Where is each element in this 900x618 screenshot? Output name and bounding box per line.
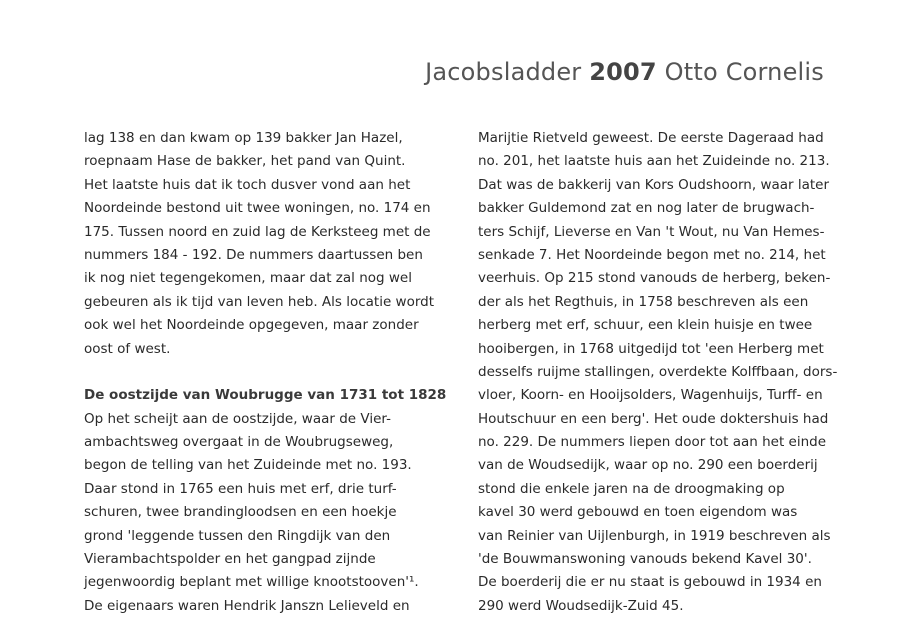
text-line: Marijtie Rietveld geweest. De eerste Dageraad had (478, 130, 824, 146)
header-author: Otto Cornelis (664, 58, 824, 86)
text-line: stond die enkele jaren na de droogmaking op (478, 480, 785, 497)
right-column (478, 127, 837, 618)
text-line: schuren, twee brandingloodsen en een hoekje (84, 504, 397, 521)
text-line: De boerderij die er nu staat is gebouwd in 1934 en (478, 574, 822, 591)
text-line: 175. Tussen noord en zuid lag de Kerksteeg met de (84, 223, 431, 240)
text-line: ters Schijf, Lieverse en Van 't Wout, nu Van Hemes- (478, 223, 825, 240)
text-line: kavel 30 werd gebouwd en toen eigendom was (478, 504, 798, 521)
text-line: hooibergen, in 1768 uitgedijd tot 'een Herberg met (478, 340, 824, 357)
text-line: bakker Guldemond zat en nog later de brugwach- (478, 200, 815, 217)
text-line: vloer, Koorn- en Hooijsolders, Wagenhuijs, Turff- en (478, 387, 823, 404)
text-line: van de Woudsedijk, waar op no. 290 een boerderij (478, 457, 818, 474)
text-line: begon de telling van het Zuideinde met no. 193. (84, 457, 412, 474)
text-line: Het laatste huis dat ik toch dusver vond aan het (84, 176, 411, 193)
text-line: lag 138 en dan kwam op 139 bakker Jan Hazel, (84, 130, 403, 146)
text-line: Daar stond in 1765 een huis met erf, drie turf- (84, 480, 397, 497)
section-heading: De oostzijde van Woubrugge van 1731 tot 1828 (84, 387, 447, 404)
text-line: oost of west. (84, 340, 171, 357)
text-line: senkade 7. Het Noordeinde begon met no. 214, het (478, 246, 826, 263)
text-line: der als het Regthuis, in 1758 beschreven als een (478, 293, 809, 310)
text-line: Noordeinde bestond uit twee woningen, no. 174 en (84, 200, 431, 217)
text-line: no. 229. De nummers liepen door tot aan het einde (478, 434, 827, 451)
text-line: ook wel het Noordeinde opgegeven, maar zonder (84, 317, 419, 334)
text-line: 'de Bouwmanswoning vanouds bekend Kavel 30'. (478, 551, 812, 568)
text-line: Vierambachtspolder en het gangpad zijnde (84, 551, 376, 568)
text-line: herberg met erf, schuur, een klein huisje en twee (478, 317, 813, 334)
text-line: jegenwoordig beplant met willige knootstooven'¹. (84, 574, 419, 591)
text-line: Dat was de bakkerij van Kors Oudshoorn, waar later (478, 176, 830, 193)
text-line: Houtschuur en een berg'. Het oude doktershuis had (478, 410, 829, 427)
text-line: ik nog niet tegengekomen, maar dat zal nog wel (84, 270, 412, 287)
text-line: 290 werd Woudsedijk-Zuid 45. (478, 597, 684, 614)
text-line: roepnaam Hase de bakker, het pand van Quint. (84, 153, 406, 170)
text-line: van Reinier van Uijlenburgh, in 1919 beschreven als (478, 527, 831, 544)
text-line: no. 201, het laatste huis aan het Zuideinde no. 213. (478, 153, 830, 170)
text-line: veerhuis. Op 215 stond vanouds de herberg, beken- (478, 270, 831, 287)
text-line: gebeuren als ik tijd van leven heb. Als locatie wordt (84, 293, 435, 310)
text-line: Op het scheijt aan de oostzijde, waar de Vier- (84, 410, 391, 427)
page-header (425, 58, 824, 86)
header-year: 2007 (589, 58, 657, 86)
left-column (84, 127, 446, 618)
text-line: nummers 184 - 192. De nummers daartussen ben (84, 246, 423, 263)
text-line: ambachtsweg overgaat in de Woubrugseweg, (84, 434, 394, 451)
paragraph-gap (84, 361, 446, 384)
header-title: Jacobsladder (425, 58, 582, 86)
text-line: desselfs ruijme stallingen, overdekte Kolffbaan, dors- (478, 363, 838, 380)
text-line: De eigenaars waren Hendrik Janszn Lelieveld en (84, 597, 410, 614)
text-line: grond 'leggende tussen den Ringdijk van den (84, 527, 391, 544)
